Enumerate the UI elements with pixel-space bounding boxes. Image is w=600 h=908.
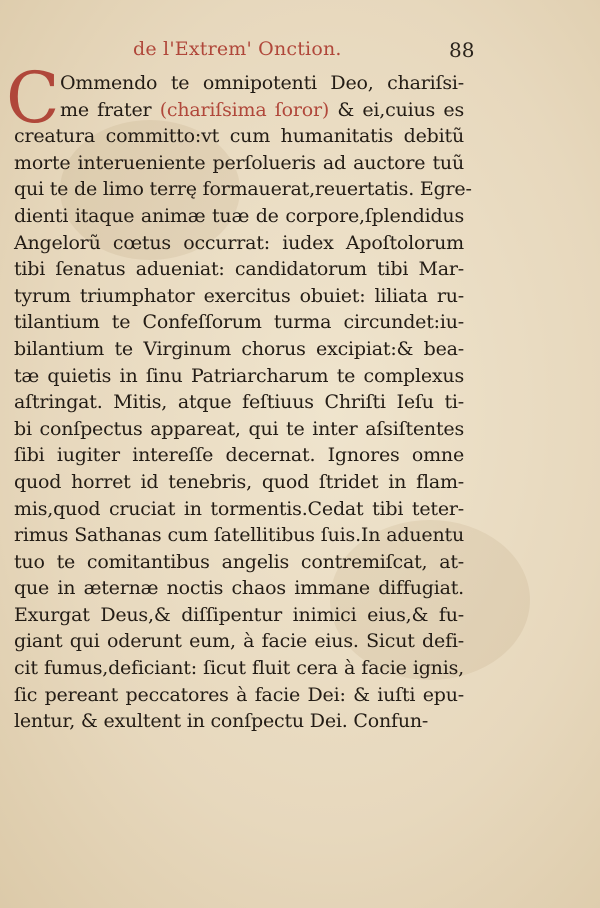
text-line: ſic pereant peccatores à facie Dei: & iuſti epu- [14,683,464,706]
text-line: tilantium te Confeſſorum turma circundet:iu- [14,311,464,334]
text-line: giant qui oderunt eum, à facie eius. Sicut defi- [14,630,464,653]
running-head: de l'Extrem' Onction. [133,38,342,60]
text-run: & ei,cuius es [329,98,464,121]
text-line: que in æternæ noctis chaos immane diffugiat. [14,577,464,600]
text-line: lentur, & exultent in conſpectu Dei. Confun- [14,710,429,733]
text-line: bi conſpectus appareat, qui te inter aſsiſtentes [14,417,464,440]
text-line: mis,quod cruciat in tormentis.Cedat tibi teter- [14,497,464,520]
text-line: bilantium te Virginum chorus excipiat:& bea- [14,337,464,360]
drop-initial: C [6,57,60,139]
text-line: morte interueniente perſolueris ad auctore tuũ [14,151,464,174]
page-header [0,34,600,68]
text-line: creatura committo:vt cum humanitatis debitũ [14,125,464,148]
text-line: cit fumus,deficiant: ſicut fluit cera à facie ignis, [14,657,464,680]
text-line: rimus Sathanas cum ſatellitibus ſuis.In aduentu [14,524,464,547]
rubric-text: (chariſsima ſoror) [159,98,330,121]
text-line: aſtringat. Mitis, atque feſtiuus Chriſti Ieſu ti- [14,391,464,414]
page-number: 88 [449,38,475,62]
text-line: Exurgat Deus,& diſſipentur inimici eius,& fu- [14,603,464,626]
text-line: tuo te comitantibus angelis contremiſcat, at- [14,550,464,573]
text-line: qui te de limo terrę formauerat,reuertatis. Egre- [14,178,472,201]
text-block [6,57,472,735]
text-line [14,97,464,124]
text-run: me frater [60,98,160,121]
text-line: tibi ſenatus adueniat: candidatorum tibi Mar- [14,258,464,281]
text-line: Ommendo te omnipotenti Deo, chariſsi- [60,72,464,94]
text-line: quod horret id tenebris, quod ſtridet in flam- [14,470,464,493]
text-line: dienti itaque animæ tuæ de corpore,ſplendidus [14,204,464,227]
text-line: tyrum triumphator exercitus obuiet: liliata ru- [14,284,464,307]
text-line: tæ quietis in ſinu Patriarcharum te complexus [14,364,464,387]
text-line: Angelorũ cœtus occurrat: iudex Apoſtolorum [14,231,464,254]
text-line: ſibi iugiter intereſſe decernat. Ignores omne [14,444,464,467]
